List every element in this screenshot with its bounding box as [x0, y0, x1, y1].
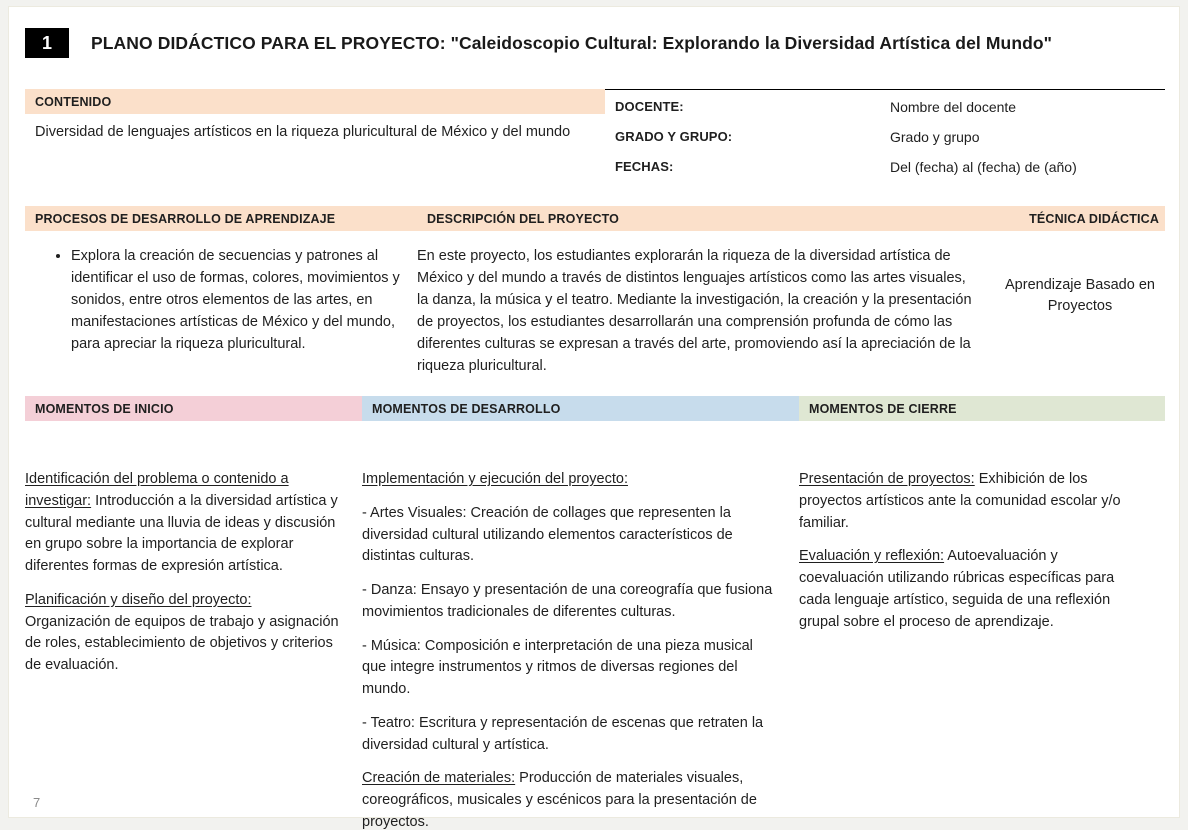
paragraph-body: Exhibición de los proyectos artísticos ante la comunidad escolar y/o familiar. [799, 471, 1121, 531]
paragraph-body: Autoevaluación y coevaluación utilizando rúbricas específicas para cada lenguaje artístico, seguida de una reflexión grupal sobre el proceso de aprendizaje. [799, 548, 1115, 630]
fechas-value: Del (fecha) al (fecha) de (año) [890, 159, 1077, 175]
info-row [605, 99, 1165, 115]
page-title-bar [25, 21, 1165, 65]
momentos-inicio-cell [25, 469, 362, 830]
fechas-label: FECHAS: [615, 159, 674, 174]
docente-value: Nombre del docente [890, 99, 1017, 115]
block2-header-row [25, 206, 1165, 231]
block3-header-row [25, 396, 1165, 421]
contenido-band-label: CONTENIDO [25, 89, 605, 114]
paragraph-body: - Teatro: Escritura y representación de escenas que retraten la diversidad cultural y artística. [362, 714, 764, 753]
paragraph [362, 469, 777, 491]
section-number-badge: 1 [25, 28, 69, 58]
page-title: PLANO DIDÁCTICO PARA EL PROYECTO: "Caleidoscopio Cultural: Explorando la Diversidad Artística del Mundo" [91, 32, 1053, 53]
header-momentos-cierre: MOMENTOS DE CIERRE [799, 396, 1165, 421]
paragraph [362, 768, 777, 830]
procesos-descripcion-tecnica-block [25, 206, 1165, 377]
block3-body-row [25, 421, 1165, 830]
header-procesos: PROCESOS DE DESARROLLO DE APRENDIZAJE [35, 211, 336, 226]
procesos-list [25, 245, 411, 355]
paragraph [362, 503, 777, 568]
paragraph-lead: Identificación del problema o contenido a investigar: [25, 471, 289, 509]
momentos-cierre-cell [799, 469, 1165, 830]
info-row [605, 129, 1165, 145]
paragraph [25, 590, 340, 677]
momentos-block [25, 396, 1165, 830]
paragraph-body: - Artes Visuales: Creación de collages que representen la diversidad cultural utilizando elementos característicos de distintas culturas. [362, 504, 733, 565]
grado-grupo-label: GRADO Y GRUPO: [615, 129, 733, 144]
paragraph [362, 636, 777, 701]
grado-grupo-value: Grado y grupo [890, 129, 980, 145]
list-item: • Explora la creación de secuencias y patrones al identificar el uso de formas, colores, movimientos y sonidos, entre otros elementos de las artes, en manifestaciones artísticas de México y del mundo, para apreciar la riqueza pluricultural. [71, 245, 411, 355]
contenido-datos-block [25, 89, 1165, 189]
paragraph [362, 713, 777, 757]
paragraph [799, 469, 1143, 534]
paragraph [362, 580, 777, 624]
header-tecnica: TÉCNICA DIDÁCTICA [1029, 211, 1159, 226]
paragraph-lead: Creación de materiales: [362, 770, 516, 787]
header-momentos-inicio: MOMENTOS DE INICIO [25, 396, 362, 421]
datos-column [605, 89, 1165, 189]
page-sheet [8, 6, 1180, 830]
paragraph-lead: Implementación y ejecución del proyecto: [362, 471, 628, 487]
block2-body-row [25, 231, 1165, 377]
contenido-text: Diversidad de lenguajes artísticos en la riqueza pluricultural de México y del mundo [35, 124, 571, 140]
momentos-desarrollo-cell [362, 469, 799, 830]
paragraph-lead: Planificación y diseño del proyecto: [25, 591, 252, 608]
paragraph-body: Organización de equipos de trabajo y asignación de roles, establecimiento de objetivos y criterios de evaluación. [25, 613, 339, 673]
docente-label: DOCENTE: [615, 99, 684, 114]
page-number: 7 [33, 795, 41, 810]
paragraph-lead: Evaluación y reflexión: [799, 548, 945, 565]
paragraph-body: - Danza: Ensayo y presentación de una coreografía que fusiona movimientos tradicionales de diferentes culturas. [362, 582, 773, 620]
header-momentos-desarrollo: MOMENTOS DE DESARROLLO [362, 396, 799, 421]
tecnica-cell [995, 245, 1165, 377]
header-descripcion: DESCRIPCIÓN DEL PROYECTO [427, 211, 620, 226]
paragraph [25, 469, 340, 578]
descripcion-cell [417, 245, 995, 377]
paragraph-lead: Presentación de proyectos: [799, 471, 975, 487]
paragraph [799, 546, 1143, 633]
info-row [605, 159, 1165, 175]
paragraph-body: Producción de materiales visuales, coreográficos, musicales y escénicos para la presentación de proyectos. [362, 770, 757, 830]
procesos-cell [25, 245, 417, 377]
tecnica-text: Aprendizaje Basado en Proyectos [1005, 277, 1155, 315]
descripcion-text: En este proyecto, los estudiantes explorarán la riqueza de la diversidad artística de México y del mundo a través de distintos lenguajes artísticos como las artes visuales, la danza, la música y el teatro. Mediante la investigación, la creación y la presentación de proyectos, los estudiantes desarrollarán una comprensión profunda de cómo las diferentes culturas se expresan a través del arte, promoviendo así la apreciación de la riqueza pluricultural. [417, 248, 972, 375]
paragraph-body: Introducción a la diversidad artística y cultural mediante una lluvia de ideas y discusión en grupo sobre la importancia de explorar diferentes formas de expresión artística. [25, 492, 338, 574]
contenido-column [25, 89, 605, 189]
paragraph-body: - Música: Composición e interpretación de una pieza musical que integre instrumentos y ritmos de diversas regiones del mundo. [362, 637, 753, 697]
